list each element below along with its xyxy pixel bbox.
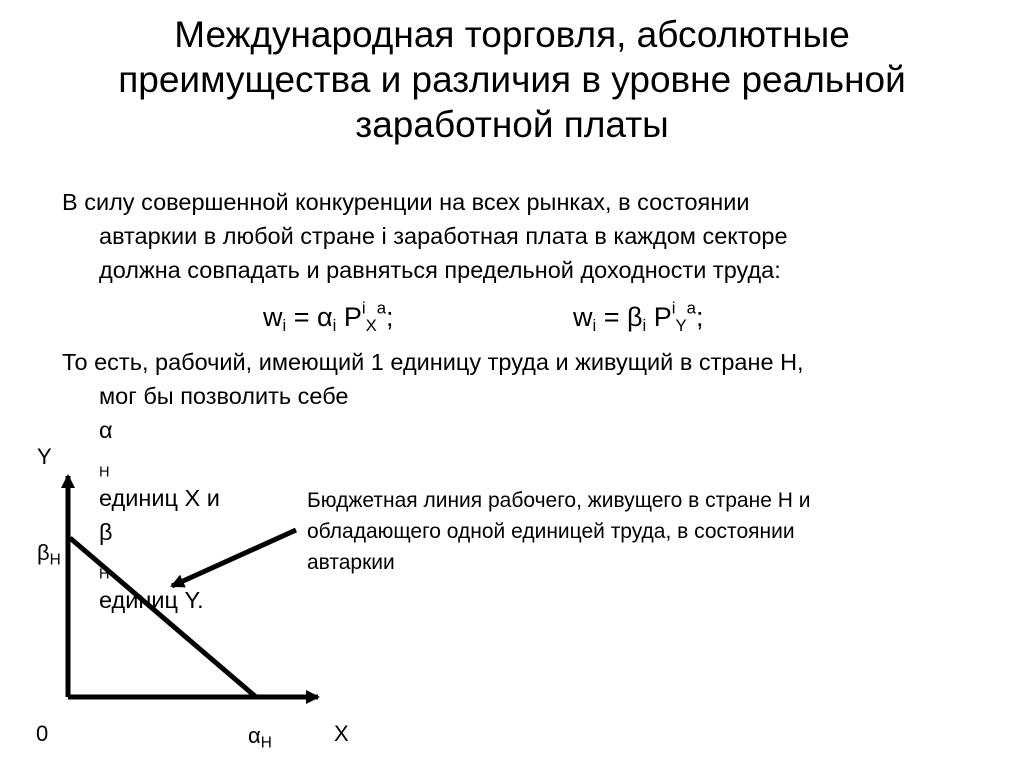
formula-y-price: P — [646, 302, 672, 332]
conclusion-text-a: мог бы позволить себе — [99, 383, 349, 409]
beta-sub: H — [99, 566, 110, 583]
alpha-h-sub: H — [260, 734, 272, 752]
formula-y-wage-sub: i — [592, 316, 597, 336]
origin-label: 0 — [36, 721, 49, 746]
alpha-h-symbol: α — [248, 723, 261, 748]
formula-x-exp: a — [376, 298, 387, 318]
formula-x-end: ; — [386, 302, 394, 332]
annotation-line-1: Бюджетная линия рабочего, живущего в стране H и — [307, 489, 811, 512]
formula-x-wage: w — [263, 302, 283, 332]
alpha-sub: H — [99, 464, 110, 481]
formula-y-equals: = — [596, 302, 627, 332]
formula-y-price-sup: i — [671, 298, 676, 318]
formula-x-price-sup: i — [361, 298, 366, 318]
y-axis-label: Y — [37, 444, 52, 469]
beta-h-sub: H — [49, 551, 61, 569]
formula-y-end: ; — [695, 302, 704, 332]
formula-x-wage-sub: i — [282, 316, 287, 336]
formula-y-exp: a — [686, 298, 696, 318]
formula-x-price-sub: X — [365, 316, 377, 336]
intro-line-2: автаркии в любой стране i заработная плата в каждом секторе — [99, 223, 788, 249]
conclusion-text-b: единиц X и — [99, 485, 220, 511]
x-intercept-label — [248, 723, 272, 752]
title-line-3: заработной платы — [355, 104, 669, 145]
formula-x-alpha: α — [317, 302, 333, 332]
intro-line-3: должна совпадать и равняться предельной доходности труда: — [99, 257, 781, 283]
annotation-line-2: обладающего одной единицей труда, в состоянии — [307, 520, 795, 543]
formula-x-alpha-sub: i — [332, 316, 337, 336]
alpha-symbol: α — [99, 417, 113, 443]
formula-y-beta: β — [627, 302, 643, 332]
title-line-1: Международная торговля, абсолютные — [174, 14, 850, 55]
x-axis-label: X — [334, 721, 349, 746]
title-line-2: преимущества и различия в уровне реальной — [118, 59, 906, 100]
budget-line-annotation — [307, 485, 947, 578]
annotation-line-3: автаркии — [307, 551, 395, 574]
formula-y-price-sub: Y — [675, 316, 687, 336]
annotation-arrow — [172, 530, 296, 586]
intro-line-1: В силу совершенной конкуренции на всех рынках, в состоянии — [62, 189, 750, 215]
formula-x-price: P — [336, 302, 362, 332]
formula-x-equals: = — [286, 302, 317, 332]
beta-h-symbol: β — [37, 540, 50, 565]
beta-symbol: β — [99, 519, 113, 545]
formula-y-wage: w — [573, 302, 593, 332]
conclusion-line-1: То есть, рабочий, имеющий 1 единицу труда и живущий в стране H, — [62, 349, 804, 375]
y-intercept-label — [37, 540, 61, 569]
formula-y-beta-sub: i — [642, 316, 647, 336]
conclusion-text-c: единиц Y. — [99, 587, 204, 613]
